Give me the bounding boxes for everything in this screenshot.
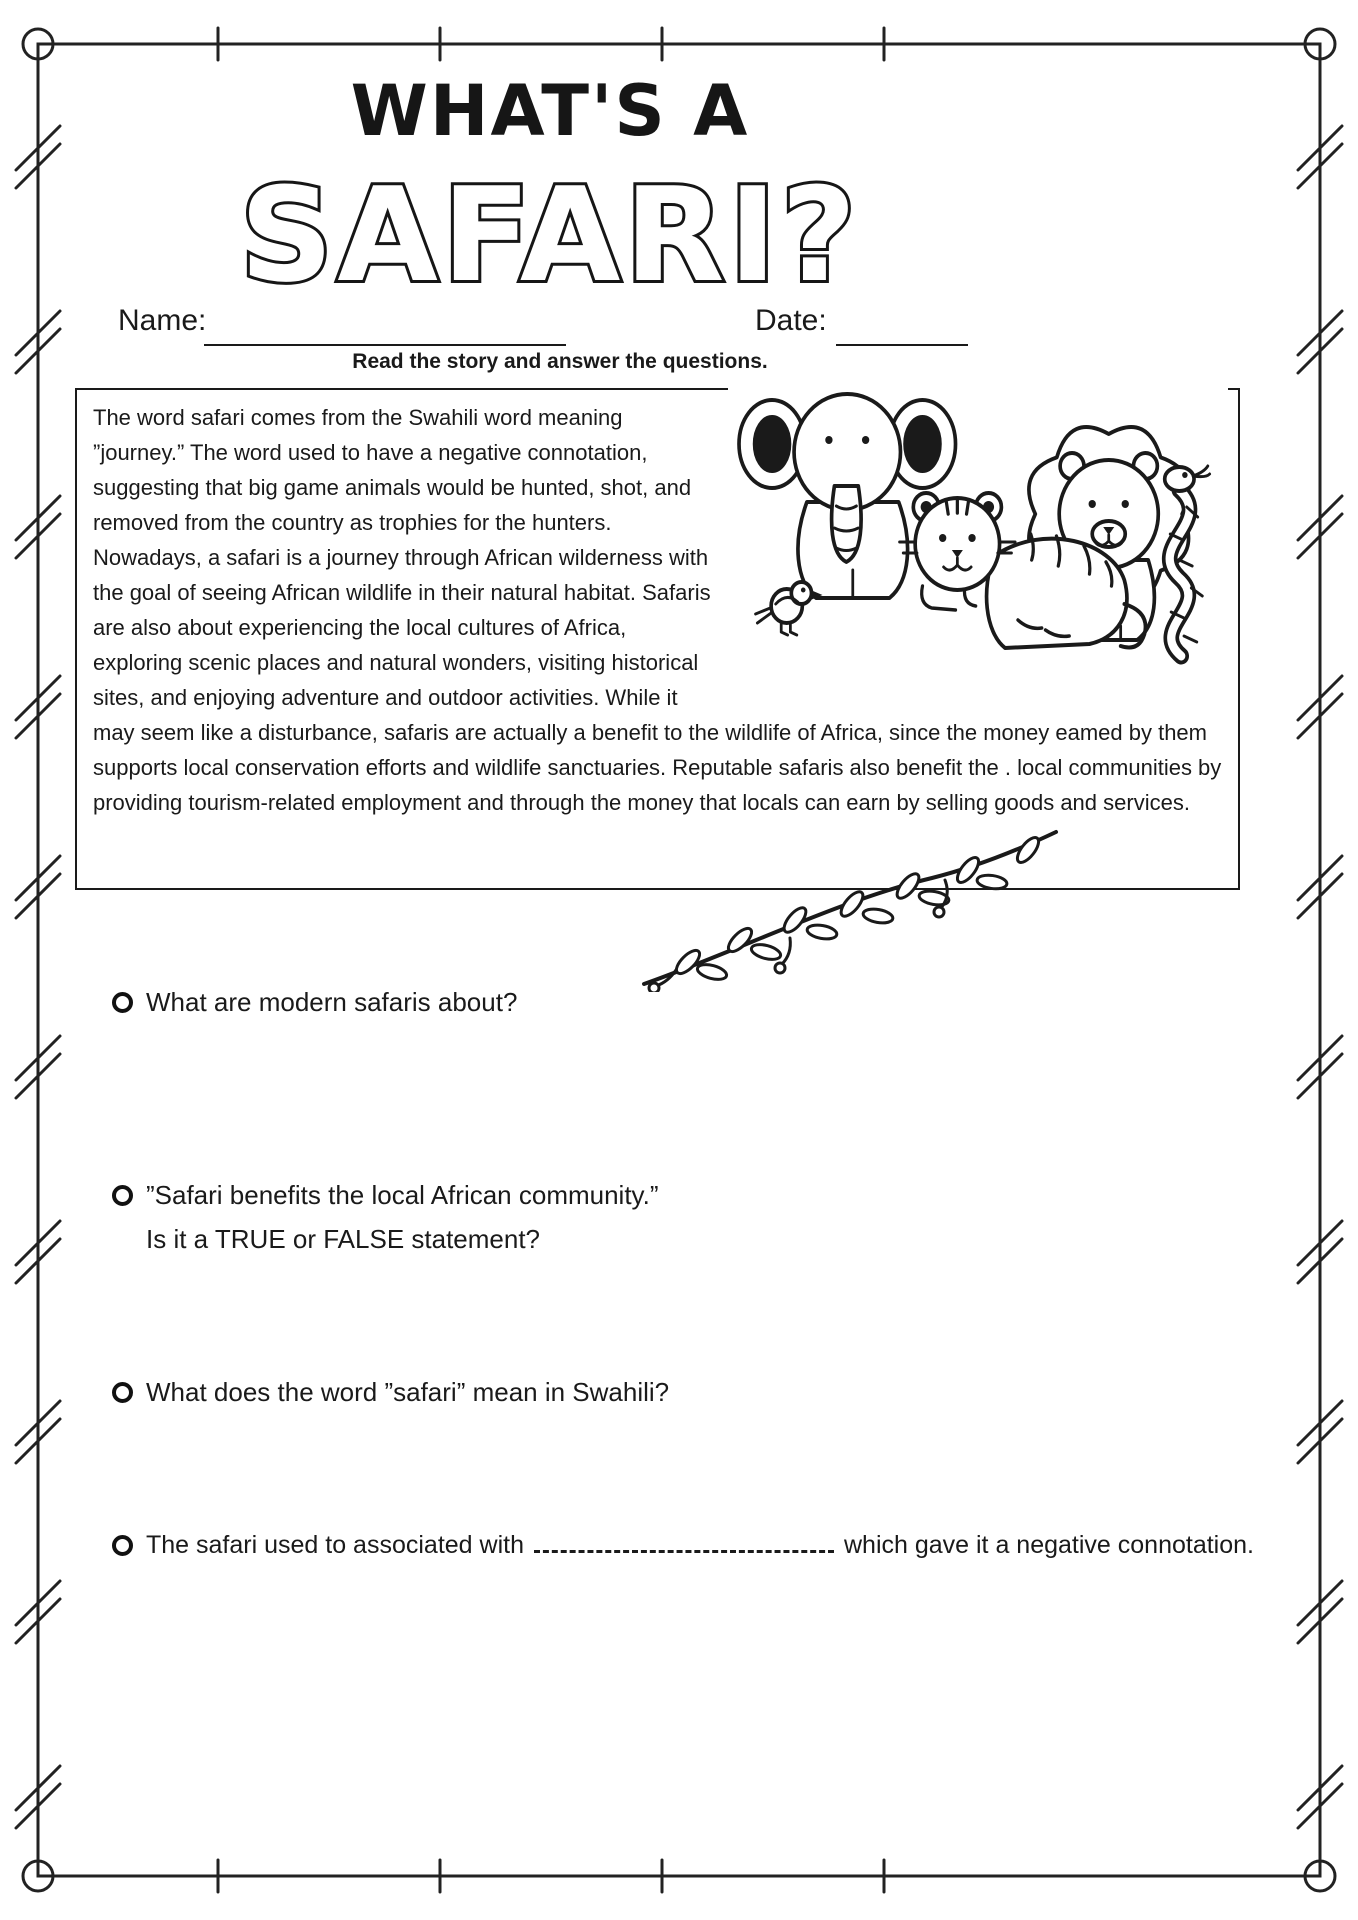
title-line-1: WHAT'S A <box>350 70 750 152</box>
name-label: Name: <box>118 304 207 337</box>
question-bullet-icon <box>112 992 133 1013</box>
vine-branch-decoration <box>640 822 1060 992</box>
story-text: The word safari comes from the Swahili word meaning ”journey.” The word used to have a negative connotation, suggesting that big game animals would be hunted, shot, and removed from the country as trophies for the hunters. Nowadays, a safari is a journey through African wilderness with the goal of seeing African wildlife in their natural habitat. Safaris are also about experiencing the local cultures of Africa, exploring scenic places and natural wonders, visiting historical sites, and enjoying adventure and outdoor activities. While it may seem like a disturbance, safaris are actually a benefit to the wildlife of Africa, since the money eamed by them supports local conservation efforts and wildlife sanctuaries. Reputable safaris also benefit the . local communities by providing tourism-related employment and through the money that locals can earn by selling goods and services. <box>93 405 1222 815</box>
question-text-after-blank: which gave it a negative connotation. <box>843 1531 1254 1559</box>
question-item-2 <box>112 1173 659 1261</box>
instruction-text: Read the story and answer the questions. <box>352 350 768 373</box>
question-bullet-icon <box>112 1185 133 1206</box>
question-bullet-icon <box>112 1535 133 1556</box>
name-answer-line[interactable] <box>204 344 566 346</box>
date-label: Date: <box>755 304 827 337</box>
question-text: ”Safari benefits the local African community.” <box>146 1180 659 1210</box>
question-bullet-icon <box>112 1382 133 1403</box>
vine-svg <box>640 822 1060 992</box>
answer-blank[interactable] <box>534 1524 834 1553</box>
question-item-3 <box>112 1370 669 1414</box>
question-text: Is it a TRUE or FALSE statement? <box>146 1224 541 1254</box>
question-text: What does the word ”safari” mean in Swahili? <box>146 1377 670 1407</box>
animals-svg <box>728 374 1228 674</box>
question-item-1 <box>112 980 517 1024</box>
date-answer-line[interactable] <box>836 344 968 346</box>
question-text-before-blank: The safari used to associated with <box>146 1531 524 1559</box>
question-item-4 <box>112 1523 1296 1567</box>
title-outline-text: SAFARI? <box>239 159 861 311</box>
title-line-2-outline <box>170 152 930 312</box>
safari-animals-illustration <box>728 374 1228 674</box>
story-box <box>75 388 1240 890</box>
question-text: What are modern safaris about? <box>146 987 518 1017</box>
